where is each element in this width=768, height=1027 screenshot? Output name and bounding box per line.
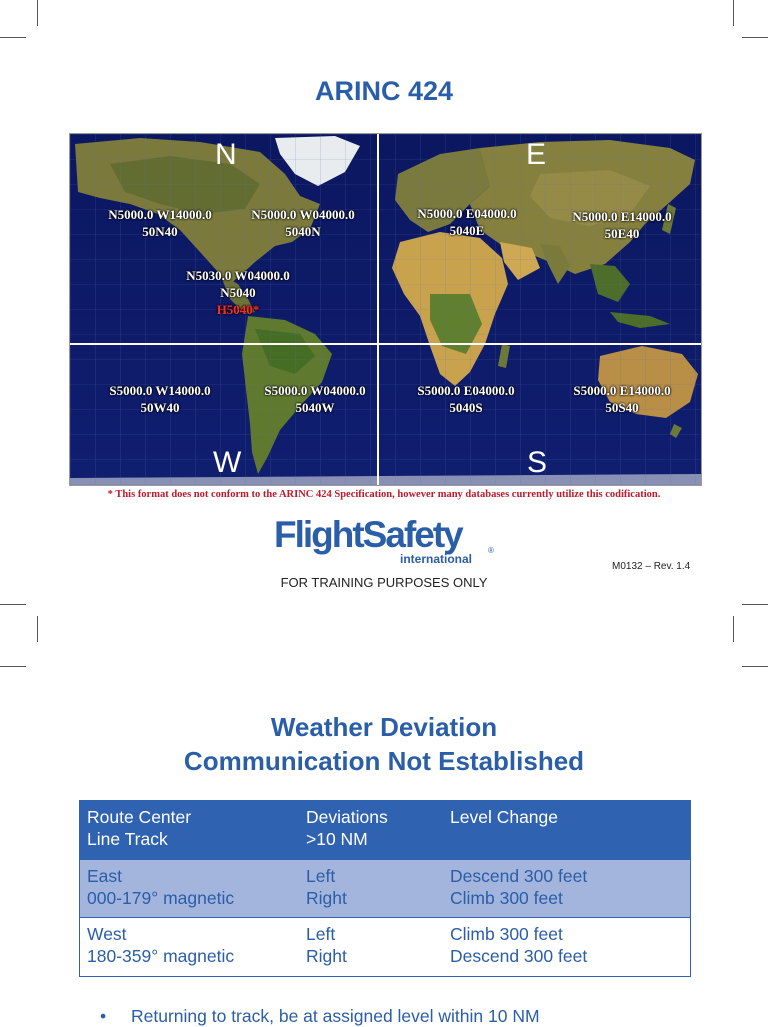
crop-mark [0,604,26,605]
flightsafety-logo [274,514,504,570]
coord-label: N5030.0 W04000.0 N5040 H5040* [186,268,290,317]
crop-mark [742,37,768,38]
quadrant-label-south: S [527,446,548,479]
section-heading-line2: Communication Not Established [183,746,585,776]
table-cell: East 000-179° magnetic [87,866,235,908]
crop-mark [0,37,26,38]
table-row [80,918,690,976]
table-cell: Left Right [306,924,347,966]
bullet-dot-icon: • [100,1006,107,1026]
coord-label: S5000.0 W14000.0 50W40 [109,383,211,415]
logo-brand: FlightSafety [274,514,462,555]
training-note: FOR TRAINING PURPOSES ONLY [280,575,488,590]
header-cell: Route Center Line Track [87,807,192,849]
crop-mark [733,616,734,642]
coord-label: N5000.0 E14000.0 50E40 [572,209,672,241]
section-heading-line1: Weather Deviation [270,712,498,742]
nonstandard-code: H5040* [216,302,260,317]
header-cell: Level Change [450,807,558,827]
table-cell: Left Right [306,866,347,908]
coord-label: S5000.0 E14000.0 50S40 [573,383,671,415]
quadrant-label-east: E [526,138,547,171]
world-map [69,133,702,486]
crop-mark [742,666,768,667]
deviation-table [79,800,691,977]
crop-mark [37,616,38,642]
logo-subtitle: international [400,552,473,566]
revision-code: M0132 – Rev. 1.4 [612,561,691,572]
world-map-graphic [70,134,701,485]
coord-label: S5000.0 E04000.0 5040S [417,383,515,415]
coord-label: S5000.0 W04000.0 5040W [264,383,366,415]
quadrant-label-north: N [215,138,237,171]
section-heading [0,710,768,778]
coord-label: N5000.0 E04000.0 5040E [417,206,517,238]
table-cell: West 180-359° magnetic [87,924,235,966]
table-row [80,860,690,918]
crop-mark [733,0,734,26]
crop-mark [0,666,26,667]
quadrant-label-west: W [213,446,242,479]
page-title: ARINC 424 [314,76,454,106]
bullet-text: Returning to track, be at assigned level within 10 NM [131,1006,540,1026]
logo-registered-mark: ® [488,546,494,555]
crop-mark [37,0,38,26]
table-cell: Descend 300 feet Climb 300 feet [450,866,588,908]
coord-label: N5000.0 W04000.0 5040N [251,207,355,239]
table-header-row [80,801,690,860]
footnote: * This format does not conform to the ARINC 424 Specification, however many databases currently utilize this codification. [107,489,661,500]
coord-label: N5000.0 W14000.0 50N40 [108,207,212,239]
table-cell: Climb 300 feet Descend 300 feet [450,924,588,966]
header-cell: Deviations >10 NM [306,807,388,849]
crop-mark [742,604,768,605]
